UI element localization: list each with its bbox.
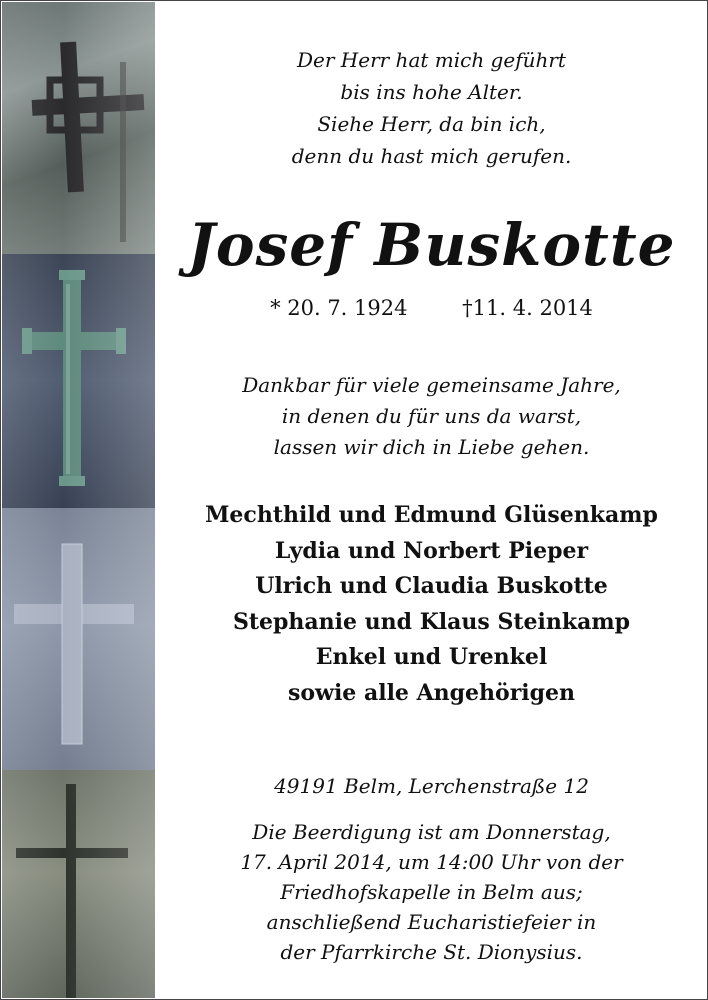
- mourner-name: Ulrich und Claudia Buskotte: [255, 573, 608, 599]
- funeral-line: Friedhofskapelle in Belm aus;: [280, 880, 583, 904]
- verse-line: bis ins hohe Alter.: [340, 80, 523, 104]
- funeral-line: anschließend Eucharistiefeier in: [266, 910, 597, 934]
- funeral-line: Die Beerdigung ist am Donnerstag,: [252, 820, 611, 844]
- obituary-content: [155, 0, 708, 1000]
- verse-line: Der Herr hat mich geführt: [297, 48, 566, 72]
- cross-photo-strip: [2, 2, 155, 998]
- family-address: 49191 Belm, Lerchenstraße 12: [274, 774, 589, 798]
- funeral-line: der Pfarrkirche St. Dionysius.: [280, 940, 583, 964]
- mourners-list: [155, 498, 708, 711]
- mourner-name: Lydia und Norbert Pieper: [274, 537, 589, 564]
- birth-date: * 20. 7. 1924: [270, 296, 408, 320]
- verse-line: Siehe Herr, da bin ich,: [317, 112, 546, 136]
- bible-verse: [155, 44, 708, 172]
- funeral-notice: [155, 817, 708, 967]
- verse-line: denn du hast mich gerufen.: [291, 144, 572, 168]
- mourner-name: sowie alle Angehörigen: [287, 679, 576, 706]
- gratitude-text: [155, 370, 708, 463]
- mourner-name: Stephanie und Klaus Steinkamp: [232, 608, 631, 635]
- funeral-line: 17. April 2014, um 14:00 Uhr von der: [240, 850, 623, 874]
- mourner-name: Mechthild und Edmund Glüsenkamp: [205, 502, 658, 528]
- mourner-name: Enkel und Urenkel: [315, 644, 548, 670]
- gratitude-line: Dankbar für viele gemeinsame Jahre,: [242, 373, 621, 397]
- strip-fade-overlay: [2, 2, 155, 998]
- gratitude-line: in denen du für uns da warst,: [281, 404, 582, 428]
- gratitude-line: lassen wir dich in Liebe gehen.: [273, 435, 590, 459]
- life-dates: [155, 293, 708, 323]
- deceased-name: Josef Buskotte: [187, 211, 676, 279]
- death-date: †11. 4. 2014: [462, 296, 593, 320]
